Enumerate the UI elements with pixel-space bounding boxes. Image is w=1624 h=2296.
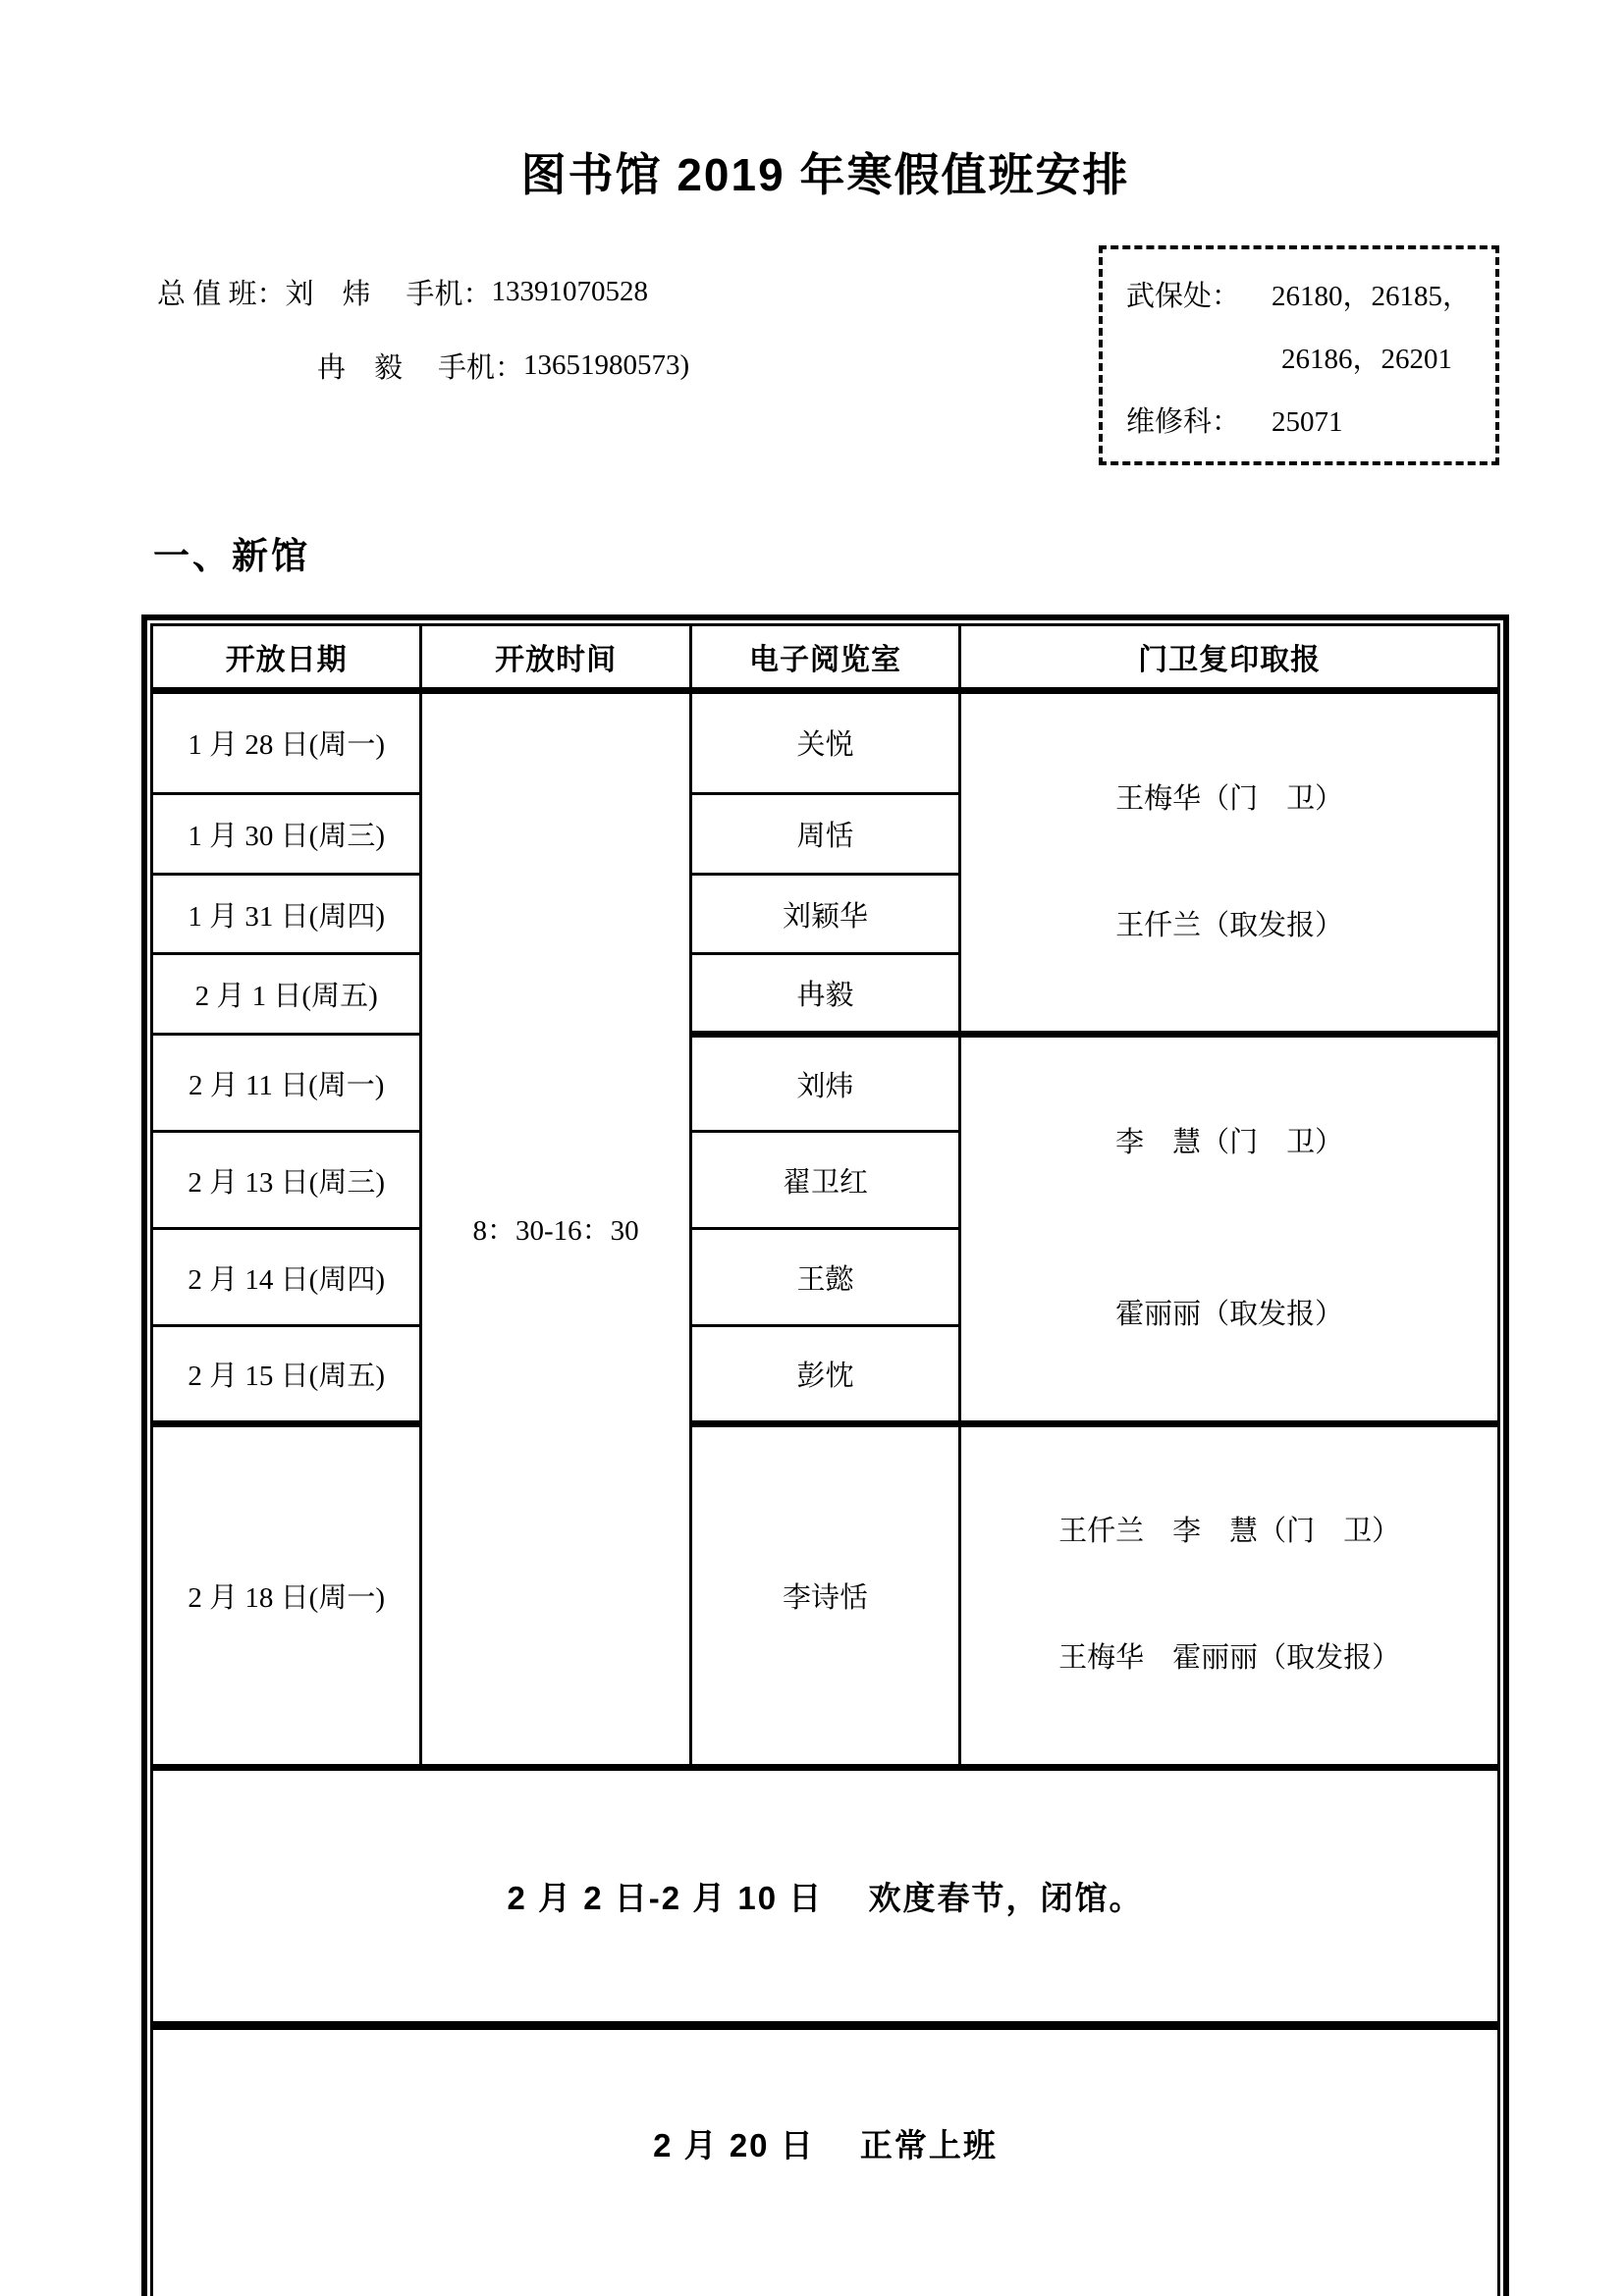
date-cell: 1 月 28 日(周一) [152,691,421,794]
phone-number: 13391070528 [491,276,649,307]
chief-duty-line-2 [157,329,689,402]
schedule-table-frame [141,614,1509,2296]
reading-room-cell: 周恬 [690,793,959,874]
header-info-row [141,245,1509,465]
schedule-table [150,623,1500,2296]
chief-duty-block [141,245,689,402]
gate-duty-line: 王梅华 霍丽丽（取发报） [1058,1642,1401,1675]
reading-room-cell: 王懿 [690,1229,959,1326]
reading-room-cell: 翟卫红 [690,1132,959,1229]
date-cell: 2 月 13 日(周三) [152,1132,421,1229]
date-cell: 1 月 31 日(周四) [152,874,421,954]
date-cell: 2 月 18 日(周一) [152,1423,421,1767]
table-row [152,691,1499,794]
security-office-numbers: 26180，26185， [1272,281,1472,312]
reading-room-cell: 彭忱 [690,1326,959,1423]
date-cell: 2 月 14 日(周四) [152,1229,421,1326]
chief-duty-line-1 [157,255,689,329]
col-header-gate-duty: 门卫复印取报 [960,625,1499,691]
maintenance-number: 25071 [1272,406,1343,438]
maintenance-line [1126,391,1488,454]
duty-person-name: 刘 炜 [285,279,371,310]
date-cell: 1 月 30 日(周三) [152,793,421,874]
closed-notice-row [152,1767,1499,2025]
reading-room-cell: 刘炜 [690,1035,959,1132]
normal-work-row [152,2025,1499,2296]
date-cell: 2 月 15 日(周五) [152,1326,421,1423]
table-row [152,1423,1499,1767]
gate-duty-line: 霍丽丽（取发报） [1115,1298,1344,1330]
date-cell: 2 月 1 日(周五) [152,954,421,1035]
phone-label: 手机： [438,352,524,384]
maintenance-label: 维修科： [1126,406,1241,438]
security-office-label: 武保处： [1126,281,1241,312]
col-header-open-date: 开放日期 [152,625,421,691]
emergency-phone-box [1099,245,1499,465]
duty-person-name: 冉 毅 [317,352,404,384]
reading-room-cell: 刘颖华 [690,874,959,954]
page-content [141,147,1509,2296]
chief-duty-label: 总 值 班： [157,279,286,310]
col-header-open-time: 开放时间 [421,625,690,691]
security-office-numbers-2: 26186，26201 [1281,344,1453,375]
reading-room-cell: 李诗恬 [690,1423,959,1767]
reading-room-cell: 冉毅 [690,954,959,1035]
page-title: 图书馆 2019 年寒假值班安排 [520,149,1130,200]
reading-room-cell: 关悦 [690,691,959,794]
col-header-reading-room: 电子阅览室 [690,625,959,691]
security-office-line [1126,265,1488,328]
table-header-row [152,625,1499,691]
gate-duty-line: 王梅华（门 卫） [1115,782,1344,815]
security-office-line-2 [1126,328,1488,391]
section-heading-new-building: 一、新馆 [153,536,310,576]
gate-duty-cell-group-3 [960,1423,1499,1767]
gate-duty-cell-group-1 [960,691,1499,1035]
phone-number: 13651980573) [523,349,690,381]
normal-work-notice: 2 月 20 日 正常上班 [152,2025,1499,2296]
gate-duty-cell-group-2 [960,1035,1499,1423]
date-cell: 2 月 11 日(周一) [152,1035,421,1132]
open-time-cell: 8：30-16：30 [421,691,690,1768]
table-row [152,1035,1499,1132]
gate-duty-line: 王仟兰（取发报） [1115,909,1344,941]
gate-duty-line: 王仟兰 李 慧（门 卫） [1058,1516,1401,1548]
phone-label: 手机： [406,279,492,310]
closed-notice: 2 月 2 日-2 月 10 日 欢度春节，闭馆。 [152,1767,1499,2025]
empty-label [1126,328,1272,391]
gate-duty-line: 李 慧（门 卫） [1115,1127,1344,1159]
